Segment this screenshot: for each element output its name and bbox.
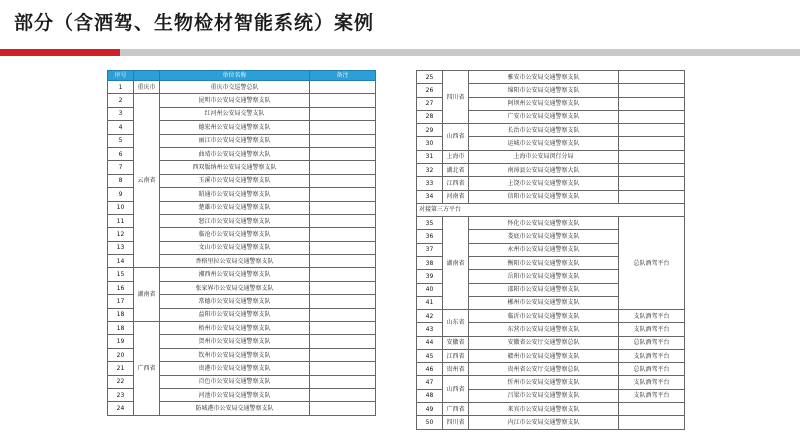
row-number: 25 [417,71,443,84]
table-row [417,363,685,376]
province-cell: 重庆市 [134,81,160,94]
unit-name: 德宏州公安局交通警察支队 [160,121,310,134]
row-number: 46 [417,363,443,376]
row-number: 19 [108,335,134,348]
table-row [417,336,685,349]
row-number: 18 [108,322,134,335]
unit-name: 怀化市公安局交通警察支队 [469,217,619,230]
unit-name: 信阳市公安局交通警察支队 [469,190,619,203]
unit-name: 益阳市公安局交通警察支队 [160,308,310,321]
unit-name: 赣州市公安局交通警察支队 [469,349,619,362]
table-row [108,94,376,107]
row-number: 18 [108,308,134,321]
note-cell [310,147,376,160]
table-row [417,349,685,362]
table-row [417,416,685,430]
row-number: 33 [417,177,443,190]
unit-name: 玉溪市公安局交通警察支队 [160,174,310,187]
row-number: 49 [417,403,443,416]
note-cell [619,137,685,150]
table-row [417,124,685,137]
province-cell: 广西省 [443,403,469,416]
province-cell: 湖南省 [134,268,160,322]
note-cell: 支队酒驾平台 [619,349,685,362]
row-number: 30 [417,137,443,150]
row-number: 28 [417,110,443,123]
note-cell [310,81,376,94]
unit-name: 红河州公安局交警支队 [160,107,310,120]
note-cell [310,375,376,388]
unit-name: 曲靖市公安局交通警察大队 [160,147,310,160]
province-cell: 上海市 [443,150,469,163]
row-number: 23 [108,388,134,401]
row-number: 20 [108,348,134,361]
unit-name: 忻州市公安局交通警察支队 [469,376,619,389]
note-cell [310,362,376,375]
unit-name: 衡阳市公安局交通警察支队 [469,256,619,269]
unit-name: 香格里拉公安局交通警察支队 [160,255,310,268]
unit-name: 广安市公安局交通警察支队 [469,110,619,123]
note-cell [310,201,376,214]
note-cell [619,124,685,137]
table-row [417,403,685,416]
note-cell [310,94,376,107]
header-seq: 序号 [108,71,134,81]
unit-name: 贵州省公安厅交通警察总队 [469,363,619,376]
row-number: 39 [417,270,443,283]
note-cell [310,134,376,147]
table-row [108,268,376,281]
province-cell: 山东省 [443,310,469,337]
left-table [107,70,376,416]
unit-name: 昭通市公安局交通警察支队 [160,188,310,201]
row-number: 42 [417,310,443,323]
row-number: 16 [108,281,134,294]
section-header-row [417,203,685,216]
note-cell: 总队酒驾平台 [619,363,685,376]
note-cell [619,110,685,123]
row-number: 10 [108,201,134,214]
unit-name: 文山市公安局交通警察支队 [160,241,310,254]
unit-name: 阿坝州公安局交通警察支队 [469,97,619,110]
row-number: 40 [417,283,443,296]
header-note: 备注 [310,71,376,81]
note-cell [619,97,685,110]
row-number: 17 [108,295,134,308]
unit-name: 楚雄市公安局交通警察支队 [160,201,310,214]
row-number: 22 [108,375,134,388]
row-number: 1 [108,81,134,94]
province-cell: 广西省 [134,322,160,416]
note-cell [310,121,376,134]
unit-name: 钦州市公安局交通警察支队 [160,348,310,361]
unit-name: 运城市公安局交通警察支队 [469,137,619,150]
row-number: 6 [108,147,134,160]
note-cell [310,228,376,241]
unit-name: 长治市公安局交通警察支队 [469,124,619,137]
table-row [417,376,685,389]
province-cell: 湖北省 [443,163,469,176]
unit-name: 西双版纳州公安局交通警察支队 [160,161,310,174]
table-row [417,217,685,230]
unit-name: 张家界市公安局交通警察支队 [160,281,310,294]
section-label: 对接第三方平台 [417,203,685,216]
row-number: 9 [108,188,134,201]
table-row [417,310,685,323]
table-row [417,190,685,203]
note-cell [310,161,376,174]
note-cell [310,322,376,335]
row-number: 50 [417,416,443,430]
province-cell: 河南省 [443,190,469,203]
row-number: 7 [108,161,134,174]
row-number: 13 [108,241,134,254]
unit-name: 贵港市公安局交通警察支队 [160,362,310,375]
note-cell [310,335,376,348]
province-cell: 安徽省 [443,336,469,349]
table-row [417,177,685,190]
table-row [108,322,376,335]
note-cell [310,174,376,187]
note-cell [310,107,376,120]
note-cell [619,177,685,190]
note-cell [310,308,376,321]
header-province [134,71,160,81]
unit-name: 百色市公安局交通警察支队 [160,375,310,388]
unit-name: 永州市公安局交通警察支队 [469,243,619,256]
title-divider-bar [0,49,800,56]
note-cell [310,402,376,416]
province-cell: 四川省 [443,416,469,430]
unit-name: 防城港市公安局交通警察支队 [160,402,310,416]
province-cell: 江西省 [443,177,469,190]
row-number: 27 [417,97,443,110]
note-cell [310,268,376,281]
unit-name: 邵阳市公安局交通警察支队 [469,283,619,296]
province-cell: 山西省 [443,376,469,403]
unit-name: 贺州市公安局交通警察支队 [160,335,310,348]
row-number: 26 [417,84,443,97]
note-cell [619,403,685,416]
table-row [108,81,376,94]
note-cell [619,71,685,84]
unit-name: 东营市公安局交通警察支队 [469,323,619,336]
note-cell [619,190,685,203]
row-number: 35 [417,217,443,230]
unit-name: 重庆市交巡警总队 [160,81,310,94]
note-cell [310,295,376,308]
row-number: 36 [417,230,443,243]
province-cell: 四川省 [443,71,469,124]
note-cell [310,255,376,268]
province-cell: 江西省 [443,349,469,362]
note-cell: 支队酒驾平台 [619,376,685,389]
page-title: 部分（含酒驾、生物检材智能系统）案例 [14,12,375,34]
note-cell: 总队酒驾平台 [619,217,685,310]
note-cell: 支队酒驾平台 [619,389,685,402]
note-cell [619,84,685,97]
note-cell [310,241,376,254]
row-number: 14 [108,255,134,268]
unit-name: 河池市公安局交通警察支队 [160,388,310,401]
unit-name: 雅安市公安局交通警察支队 [469,71,619,84]
unit-name: 娄底市公安局交通警察支队 [469,230,619,243]
unit-name: 岳阳市公安局交通警察支队 [469,270,619,283]
unit-name: 临沂市公安局交通警察支队 [469,310,619,323]
unit-name: 绵阳市公安局交通警察支队 [469,84,619,97]
table-row [417,150,685,163]
row-number: 34 [417,190,443,203]
title-divider-gray [120,49,800,56]
table-row [417,163,685,176]
row-number: 48 [417,389,443,402]
unit-name: 南漳县公安局交通警察大队 [469,163,619,176]
row-number: 47 [417,376,443,389]
province-cell: 湖南省 [443,217,469,310]
unit-name: 上饶市公安局交通警察支队 [469,177,619,190]
row-number: 11 [108,214,134,227]
row-number: 4 [108,121,134,134]
note-cell [619,163,685,176]
note-cell [619,416,685,430]
row-number: 29 [417,124,443,137]
unit-name: 来宾市公安局交通警察支队 [469,403,619,416]
province-cell: 山西省 [443,124,469,151]
table-row [417,71,685,84]
unit-name: 丽江市公安局交通警察支队 [160,134,310,147]
table-header-row [108,71,376,81]
note-cell [619,150,685,163]
row-number: 24 [108,402,134,416]
note-cell: 支队酒驾平台 [619,310,685,323]
note-cell [310,188,376,201]
unit-name: 上海市公安局闵行分局 [469,150,619,163]
unit-name: 怒江市公安局交通警察支队 [160,214,310,227]
row-number: 41 [417,296,443,309]
row-number: 38 [417,256,443,269]
row-number: 8 [108,174,134,187]
row-number: 5 [108,134,134,147]
row-number: 15 [108,268,134,281]
row-number: 44 [417,336,443,349]
province-cell: 云南省 [134,94,160,268]
row-number: 12 [108,228,134,241]
note-cell [310,348,376,361]
header-unit: 单位名称 [160,71,310,81]
unit-name: 常德市公安局交通警察支队 [160,295,310,308]
unit-name: 安徽省公安厅交通警察总队 [469,336,619,349]
right-table [416,70,685,430]
row-number: 2 [108,94,134,107]
row-number: 43 [417,323,443,336]
row-number: 45 [417,349,443,362]
unit-name: 昆明市公安局交通警察支队 [160,94,310,107]
unit-name: 梧州市公安局交通警察支队 [160,322,310,335]
note-cell [310,214,376,227]
row-number: 3 [108,107,134,120]
row-number: 21 [108,362,134,375]
note-cell [310,388,376,401]
row-number: 32 [417,163,443,176]
unit-name: 临沧市公安局交通警察支队 [160,228,310,241]
note-cell: 支队酒驾平台 [619,323,685,336]
unit-name: 吕梁市公安局交通警察支队 [469,389,619,402]
note-cell: 总队酒驾平台 [619,336,685,349]
note-cell [310,281,376,294]
row-number: 31 [417,150,443,163]
unit-name: 郴州市公安局交通警察支队 [469,296,619,309]
title-divider-red [0,49,120,56]
row-number: 37 [417,243,443,256]
province-cell: 贵州省 [443,363,469,376]
unit-name: 湘西州公安局交通警察支队 [160,268,310,281]
unit-name: 内江市公安局交通警察支队 [469,416,619,430]
